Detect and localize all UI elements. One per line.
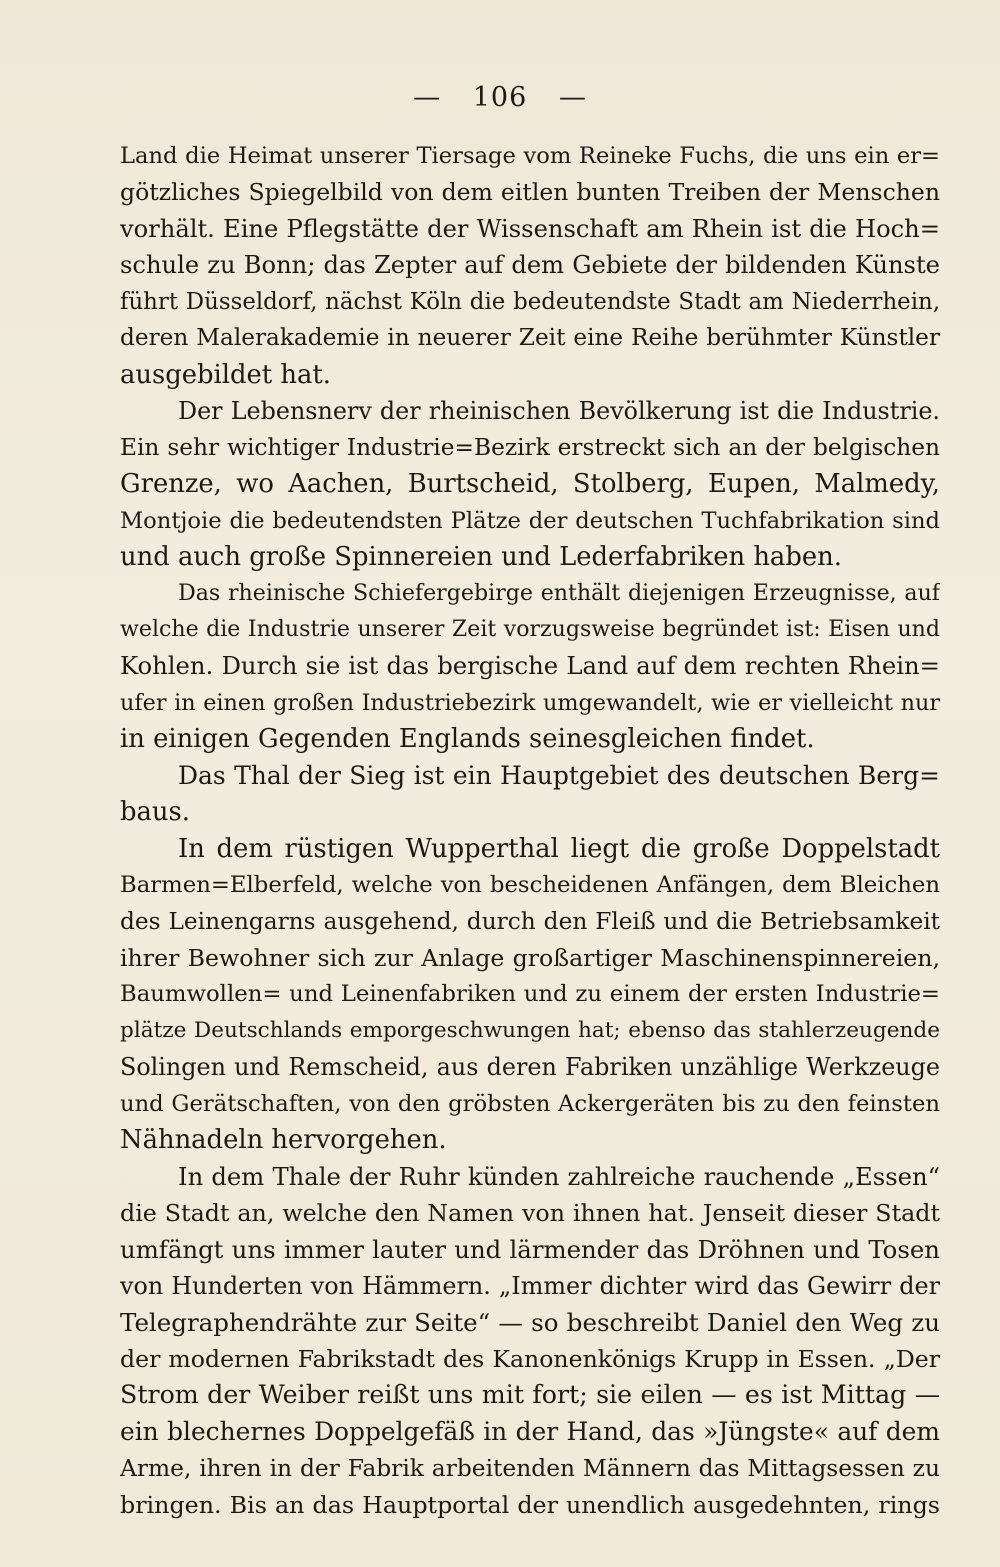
text-line: Arme, ihren in der Fabrik arbeitenden Männern das Mittagsessen zu xyxy=(120,1454,940,1483)
text-line: bringen. Bis an das Hauptportal der unendlich ausgedehnten, rings xyxy=(120,1490,940,1519)
text-line: Strom der Weiber reißt uns mit fort; sie eilen — es ist Mittag — xyxy=(120,1380,940,1410)
text-line: ausgebildet hat. xyxy=(120,359,331,390)
text-line: ein blechernes Doppelgefäß in der Hand, das »Jüngste« auf dem xyxy=(120,1416,940,1446)
text-line: ihrer Bewohner sich zur Anlage großartiger Maschinenspinnereien, xyxy=(120,943,940,972)
page-header xyxy=(0,82,1000,113)
text-line: Nähnadeln hervorgehen. xyxy=(120,1125,447,1156)
header-dash-right: — xyxy=(558,82,587,113)
text-line: Barmen=Elberfeld, welche von bescheidenen Anfängen, dem Bleichen xyxy=(120,872,940,899)
text-line: In dem rüstigen Wupperthal liegt die große Doppelstadt xyxy=(178,833,940,864)
text-line: welche die Industrie unserer Zeit vorzugsweise begründet ist: Eisen und xyxy=(120,616,940,642)
text-line: baus. xyxy=(120,797,190,828)
paragraph xyxy=(120,1159,940,1524)
text-line: deren Malerakademie in neuerer Zeit eine Reihe berühmter Künstler xyxy=(120,324,940,352)
text-line: von Hunderten von Hämmern. „Immer dichter wird das Gewirr der xyxy=(120,1272,940,1301)
text-line: Baumwollen= und Leinenfabriken und zu einem der ersten Industrie= xyxy=(120,981,940,1008)
text-line: führt Düsseldorf, nächst Köln die bedeutendste Stadt am Niederrhein, xyxy=(120,288,940,315)
text-line: ufer in einen großen Industriebezirk umgewandelt, wie er vielleicht nur xyxy=(120,689,940,716)
text-line: plätze Deutschlands emporgeschwungen hat; ebenso das stahlerzeugende xyxy=(120,1017,940,1043)
paragraph xyxy=(120,831,940,1159)
paragraph xyxy=(120,138,940,393)
text-line: in einigen Gegenden Englands seinesgleichen findet. xyxy=(120,724,815,755)
text-line: umfängt uns immer lauter und lärmender das Dröhnen und Tosen xyxy=(120,1234,940,1264)
text-line: Grenze, wo Aachen, Burtscheid, Stolberg, Eupen, Malmedy, xyxy=(120,469,940,500)
text-line: und auch große Spinnereien und Lederfabriken haben. xyxy=(120,541,842,572)
paragraph xyxy=(120,575,940,757)
text-line: Der Lebensnerv der rheinischen Bevölkerung ist die Industrie. xyxy=(178,397,940,426)
text-line: und Gerätschaften, von den gröbsten Ackergeräten bis zu den feinsten xyxy=(120,1090,940,1117)
text-line: Land die Heimat unserer Tiersage vom Reineke Fuchs, die uns ein er= xyxy=(120,143,940,169)
paragraph xyxy=(120,758,940,831)
text-line: Kohlen. Durch sie ist das bergische Land auf dem rechten Rhein= xyxy=(120,651,940,681)
text-line: Montjoie die bedeutendsten Plätze der deutschen Tuchfabrikation sind xyxy=(120,507,940,534)
text-line: Ein sehr wichtiger Industrie=Bezirk erstreckt sich an der belgischen xyxy=(120,433,940,461)
page-number: 106 xyxy=(472,82,528,113)
body-text xyxy=(120,138,940,1523)
text-line: Das Thal der Sieg ist ein Hauptgebiet des deutschen Berg= xyxy=(178,760,940,790)
paragraph xyxy=(120,393,940,575)
text-line: vorhält. Eine Pflegstätte der Wissenschaft am Rhein ist die Hoch= xyxy=(120,214,940,243)
text-line: Telegraphendrähte zur Seite“ — so beschreibt Daniel den Weg zu xyxy=(120,1307,940,1337)
text-line: In dem Thale der Ruhr künden zahlreiche rauchende „Essen“ xyxy=(178,1161,940,1191)
text-line: götzliches Spiegelbild von dem eitlen bunten Treiben der Menschen xyxy=(120,178,940,207)
text-line: schule zu Bonn; das Zepter auf dem Gebiete der bildenden Künste xyxy=(120,251,940,280)
text-line: Solingen und Remscheid, aus deren Fabriken unzählige Werkzeuge xyxy=(120,1053,940,1082)
text-line: die Stadt an, welche den Namen von ihnen hat. Jenseit dieser Stadt xyxy=(120,1199,940,1228)
text-line: der modernen Fabrikstadt des Kanonenkönigs Krupp in Essen. „Der xyxy=(120,1344,940,1373)
header-dash-left: — xyxy=(413,82,442,113)
text-line: des Leinengarns ausgehend, durch den Fleiß und die Betriebsamkeit xyxy=(120,907,940,935)
text-line: Das rheinische Schiefergebirge enthält diejenigen Erzeugnisse, auf xyxy=(178,580,940,607)
